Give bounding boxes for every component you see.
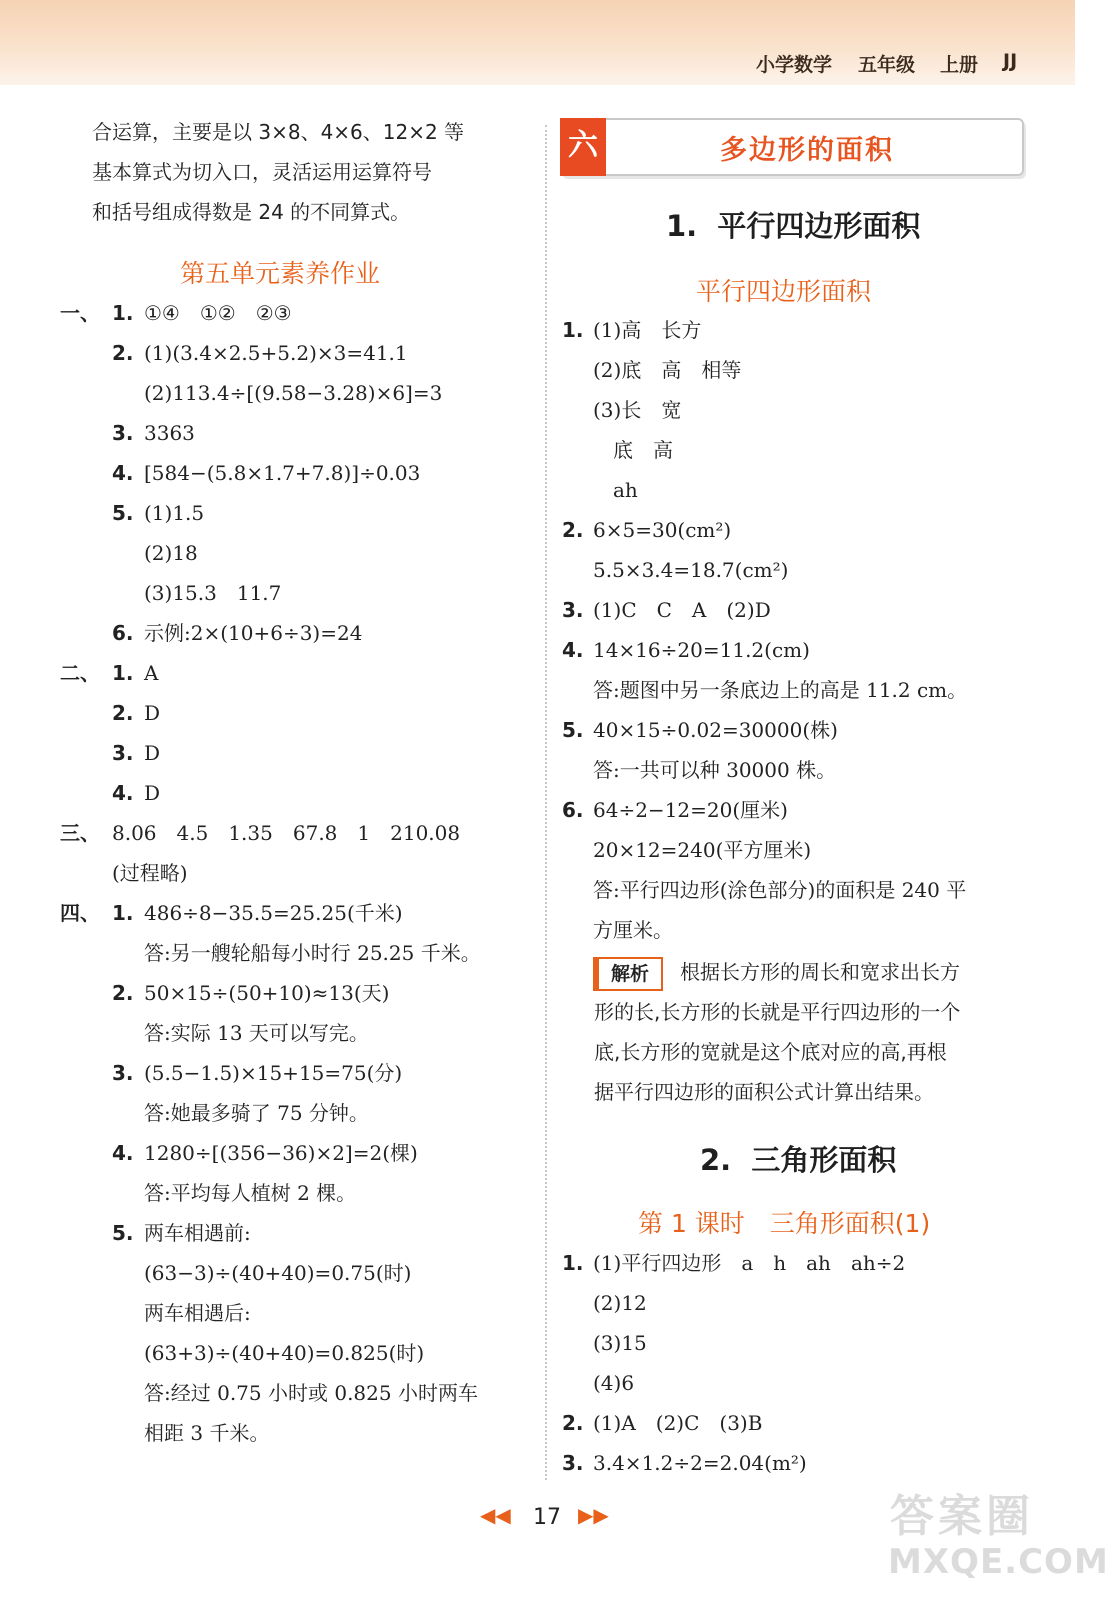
answer-text: (1)A (2)C (3)B (593, 1411, 763, 1435)
answer-text: 两车相遇前: (144, 1221, 251, 1245)
question-number: 1. (112, 301, 134, 325)
answer-text: 答:经过 0.75 小时或 0.825 小时两车 (144, 1381, 478, 1405)
answer-text: 相距 3 千米。 (144, 1421, 270, 1445)
question-number: 2. (112, 341, 134, 365)
answer-text: 50×15÷(50+10)≈13(天) (144, 981, 390, 1005)
answer-text: (2)底 高 相等 (593, 358, 742, 382)
header-grade: 五年级 (858, 54, 916, 76)
intro-line: 合运算，主要是以 3×8、4×6、12×2 等 (92, 120, 465, 144)
answer-text: (2)113.4÷[(9.58−3.28)×6]=3 (144, 381, 443, 405)
question-number: 3. (562, 598, 584, 622)
answer-text: (1)高 长方 (593, 318, 702, 342)
intro-line: 和括号组成得数是 24 的不同算式。 (92, 200, 411, 224)
answer-text: (63−3)÷(40+40)=0.75(时) (144, 1261, 412, 1285)
answer-text: D (144, 781, 161, 805)
analysis-line: 根据长方形的周长和宽求出长方 (680, 960, 960, 984)
prev-page-arrows[interactable]: ◀◀ (480, 1503, 511, 1527)
answer-text: (4)6 (593, 1371, 635, 1395)
lesson-subtitle: 平行四边形面积 (696, 277, 872, 306)
answer-text: 底 高 (593, 438, 673, 462)
answer-text: 5.5×3.4=18.7(cm²) (593, 558, 789, 582)
answer-text: ah (593, 478, 638, 502)
answer-text: (过程略) (112, 861, 188, 885)
question-number: 6. (562, 798, 584, 822)
question-number: 1. (562, 318, 584, 342)
question-number: 3. (112, 741, 134, 765)
answer-text: 答:平行四边形(涂色部分)的面积是 240 平 (593, 878, 967, 902)
section-marker: 一、 (60, 301, 100, 325)
question-number: 6. (112, 621, 134, 645)
question-number: 2. (112, 981, 134, 1005)
answer-text: 20×12=240(平方厘米) (593, 838, 812, 862)
answer-text: (1)(3.4×2.5+5.2)×3=41.1 (144, 341, 408, 365)
question-number: 5. (112, 1221, 134, 1245)
answer-text: (2)18 (144, 541, 198, 565)
answer-text: 答:另一艘轮船每小时行 25.25 千米。 (144, 941, 481, 965)
answer-text: 14×16÷20=11.2(cm) (593, 638, 810, 662)
section-title: 第五单元素养作业 (180, 259, 381, 288)
answer-text: 答:她最多骑了 75 分钟。 (144, 1101, 369, 1125)
answer-text: (5.5−1.5)×15+15=75(分) (144, 1061, 403, 1085)
answer-text: 两车相遇后: (144, 1301, 251, 1325)
analysis-label: 解析 (593, 957, 663, 991)
chapter-title: 多边形的面积 (720, 135, 894, 166)
lesson-subtitle: 第 1 课时 三角形面积(1) (638, 1209, 931, 1238)
question-number: 5. (562, 718, 584, 742)
column-divider (545, 125, 547, 1480)
next-page-arrows[interactable]: ▶▶ (578, 1503, 609, 1527)
question-number: 4. (112, 1141, 134, 1165)
analysis-line: 据平行四边形的面积公式计算出结果。 (594, 1080, 934, 1104)
answer-text: 答:题图中另一条底边上的高是 11.2 cm。 (593, 678, 968, 702)
answer-text: 答:一共可以种 30000 株。 (593, 758, 837, 782)
question-number: 1. (562, 1251, 584, 1275)
question-number: 3. (112, 1061, 134, 1085)
chapter-badge: 六 (560, 118, 606, 176)
answer-text: (3)15 (593, 1331, 647, 1355)
intro-line: 基本算式为切入口，灵活运用运算符号 (92, 160, 432, 184)
question-number: 5. (112, 501, 134, 525)
answer-text: D (144, 701, 161, 725)
lesson-heading: 2. 三角形面积 (700, 1143, 897, 1177)
header-edition: JJ (1003, 50, 1018, 72)
analysis-line: 底,长方形的宽就是这个底对应的高,再根 (594, 1040, 947, 1064)
watermark-url: MXQE.COM (888, 1542, 1109, 1582)
answer-text: 1280÷[(356−36)×2]=2(棵) (144, 1141, 418, 1165)
answer-text: (1)平行四边形 a h ah ah÷2 (593, 1251, 906, 1275)
watermark-text: 答案圈 (890, 1491, 1034, 1542)
answer-text: 40×15÷0.02=30000(株) (593, 718, 838, 742)
answer-text: 3363 (144, 421, 195, 445)
answer-text: A (144, 661, 159, 685)
answer-text: (3)长 宽 (593, 398, 682, 422)
page-number: 17 (533, 1505, 561, 1530)
question-number: 1. (112, 901, 134, 925)
lesson-heading: 1. 平行四边形面积 (666, 209, 921, 243)
answer-text: 答:平均每人植树 2 棵。 (144, 1181, 357, 1205)
watermark-logo (880, 1480, 1109, 1590)
question-number: 2. (562, 1411, 584, 1435)
question-number: 2. (562, 518, 584, 542)
answer-text: (1)1.5 (144, 501, 205, 525)
question-number: 2. (112, 701, 134, 725)
question-number: 1. (112, 661, 134, 685)
answer-text: ①④ ①② ②③ (144, 301, 292, 325)
answer-text: (3)15.3 11.7 (144, 581, 282, 605)
question-number: 4. (112, 781, 134, 805)
section-marker: 二、 (60, 661, 100, 685)
answer-text: 486÷8−35.5=25.25(千米) (144, 901, 403, 925)
answer-text: 64÷2−12=20(厘米) (593, 798, 788, 822)
answer-text: 示例:2×(10+6÷3)=24 (144, 621, 363, 645)
answer-text: 方厘米。 (593, 918, 673, 942)
question-number: 3. (562, 1451, 584, 1475)
header-band (0, 0, 1075, 85)
question-number: 4. (562, 638, 584, 662)
answer-text: D (144, 741, 161, 765)
answer-text: [584−(5.8×1.7+7.8)]÷0.03 (144, 461, 421, 485)
answer-text: (1)C C A (2)D (593, 598, 771, 622)
section-marker: 四、 (60, 901, 100, 925)
section-marker: 三、 (60, 821, 100, 845)
answer-text: (63+3)÷(40+40)=0.825(时) (144, 1341, 425, 1365)
answer-text: 6×5=30(cm²) (593, 518, 732, 542)
header-volume: 上册 (940, 54, 979, 76)
question-number: 4. (112, 461, 134, 485)
answer-text: 8.06 4.5 1.35 67.8 1 210.08 (112, 821, 461, 845)
answer-text: 3.4×1.2÷2=2.04(m²) (593, 1451, 807, 1475)
analysis-line: 形的长,长方形的长就是平行四边形的一个 (594, 1000, 961, 1024)
question-number: 3. (112, 421, 134, 445)
answer-text: (2)12 (593, 1291, 647, 1315)
answer-text: 答:实际 13 天可以写完。 (144, 1021, 369, 1045)
header-subject: 小学数学 (756, 54, 833, 76)
